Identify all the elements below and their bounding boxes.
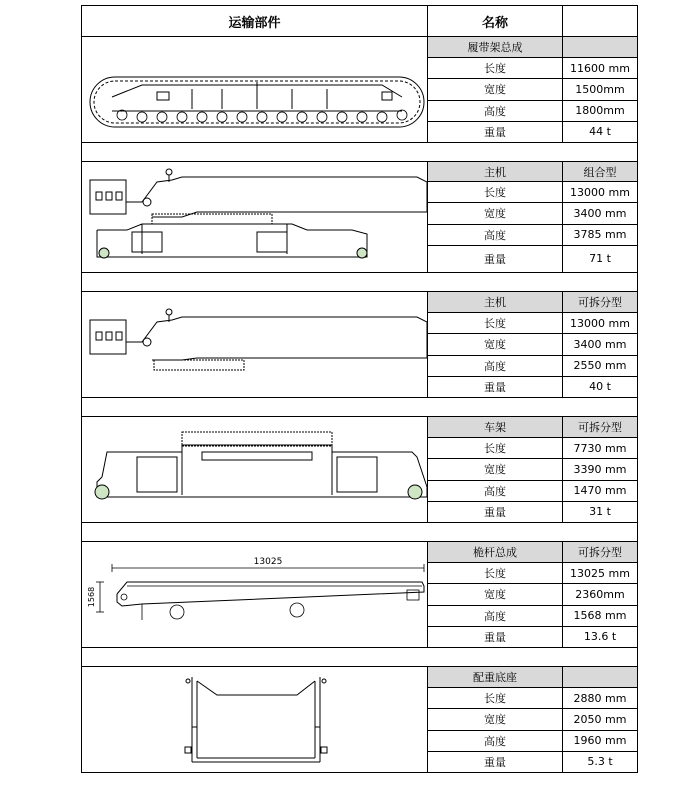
spec-label: 长度 — [428, 688, 563, 709]
header-extra — [563, 6, 638, 37]
spec-label: 高度 — [428, 605, 563, 626]
section-4-category: 桅杆总成 — [428, 542, 563, 563]
spec-value: 13000 mm — [563, 313, 638, 334]
spec-value: 2050 mm — [563, 709, 638, 730]
spec-label: 高度 — [428, 730, 563, 751]
spacer-row — [82, 143, 638, 162]
transport-parts-table — [81, 5, 638, 773]
spec-label: 长度 — [428, 182, 563, 203]
section-1-category: 主机 — [428, 162, 563, 182]
section-mast-title-row — [82, 542, 638, 563]
spec-label: 宽度 — [428, 334, 563, 355]
spec-label: 宽度 — [428, 584, 563, 605]
section-0-category: 履带架总成 — [428, 37, 563, 58]
spec-value: 40 t — [563, 376, 638, 397]
spacer-row — [82, 648, 638, 667]
spec-value: 11600 mm — [563, 58, 638, 79]
spec-label: 重量 — [428, 501, 563, 522]
spec-label: 重量 — [428, 121, 563, 142]
spec-value: 13.6 t — [563, 626, 638, 647]
section-main-detachable-title-row — [82, 292, 638, 313]
main-unit-combined-drawing — [82, 162, 428, 273]
spec-label: 重量 — [428, 626, 563, 647]
spec-value: 13000 mm — [563, 182, 638, 203]
section-2-category: 主机 — [428, 292, 563, 313]
spec-label: 高度 — [428, 355, 563, 376]
spec-value: 3785 mm — [563, 224, 638, 245]
spec-value: 2880 mm — [563, 688, 638, 709]
header-component: 运输部件 — [82, 6, 428, 37]
mast-drawing — [82, 542, 428, 648]
spacer-row — [82, 273, 638, 292]
spec-label: 高度 — [428, 480, 563, 501]
spec-value: 3400 mm — [563, 334, 638, 355]
section-crawler-title-row — [82, 37, 638, 58]
spec-value: 7730 mm — [563, 438, 638, 459]
header-name: 名称 — [428, 6, 563, 37]
spec-value: 1568 mm — [563, 605, 638, 626]
section-3-type: 可拆分型 — [563, 417, 638, 438]
spec-value: 31 t — [563, 501, 638, 522]
carbody-drawing — [82, 417, 428, 523]
spec-value: 44 t — [563, 121, 638, 142]
spec-value: 1800mm — [563, 100, 638, 121]
spec-label: 宽度 — [428, 79, 563, 100]
spec-label: 长度 — [428, 313, 563, 334]
main-unit-detachable-drawing — [82, 292, 428, 398]
spec-label: 长度 — [428, 438, 563, 459]
mast-length-dimension: 13025 — [253, 557, 283, 567]
section-main-combined-title-row — [82, 162, 638, 182]
section-2-type: 可拆分型 — [563, 292, 638, 313]
section-5-type — [563, 667, 638, 688]
crawler-frame-drawing — [82, 37, 428, 143]
header-row — [82, 6, 638, 37]
mast-height-dimension: 1568 — [87, 586, 96, 608]
spec-value: 1960 mm — [563, 730, 638, 751]
section-5-category: 配重底座 — [428, 667, 563, 688]
spec-label: 重量 — [428, 245, 563, 272]
spec-value: 1470 mm — [563, 480, 638, 501]
section-3-category: 车架 — [428, 417, 563, 438]
spec-label: 宽度 — [428, 203, 563, 224]
spec-value: 71 t — [563, 245, 638, 272]
spec-value: 3390 mm — [563, 459, 638, 480]
spec-value: 5.3 t — [563, 751, 638, 772]
spec-value: 2360mm — [563, 584, 638, 605]
spec-label: 宽度 — [428, 459, 563, 480]
spacer-row — [82, 523, 638, 542]
spec-value: 2550 mm — [563, 355, 638, 376]
spec-label: 高度 — [428, 100, 563, 121]
counterweight-base-drawing — [82, 667, 428, 773]
section-4-type: 可拆分型 — [563, 542, 638, 563]
spec-label: 长度 — [428, 58, 563, 79]
spec-value: 3400 mm — [563, 203, 638, 224]
spec-label: 长度 — [428, 563, 563, 584]
section-counterweight-title-row — [82, 667, 638, 688]
section-1-type: 组合型 — [563, 162, 638, 182]
spec-label: 宽度 — [428, 709, 563, 730]
section-carbody-title-row — [82, 417, 638, 438]
spec-label: 重量 — [428, 376, 563, 397]
spec-value: 1500mm — [563, 79, 638, 100]
spec-value: 13025 mm — [563, 563, 638, 584]
spec-label: 重量 — [428, 751, 563, 772]
spacer-row — [82, 398, 638, 417]
section-0-type — [563, 37, 638, 58]
spec-label: 高度 — [428, 224, 563, 245]
